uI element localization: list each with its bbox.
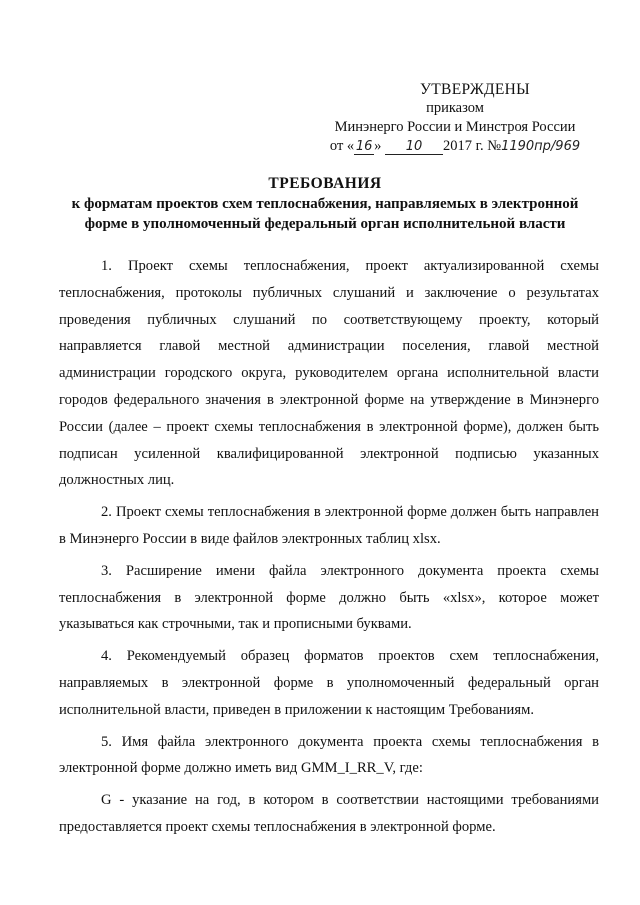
- paragraph-5: 5. Имя файла электронного документа проекта схемы теплоснабжения в электронной форме должно иметь вид GMM_I_RR_V, где:: [59, 733, 599, 777]
- document-body: [59, 253, 599, 846]
- heading-title: ТРЕБОВАНИЯ: [268, 175, 382, 192]
- approval-ministries: Минэнерго России и Минстроя России: [334, 119, 576, 135]
- paragraph-2: 2. Проект схемы теплоснабжения в электронной форме должен быть направлен в Минэнерго России в виде файлов электронных таблиц xlsx.: [59, 504, 599, 547]
- approval-stamp: [300, 80, 610, 156]
- date-year: 2017 г. №: [443, 138, 502, 154]
- date-close: »: [374, 138, 382, 154]
- paragraph-4: 4. Рекомендуемый образец форматов проектов схем теплоснабжения, направляемых в электронной форме в уполномоченный федеральный орган исполнительной власти, приведен в приложении к настоящим Требованиям.: [59, 648, 599, 718]
- heading-subtitle-line1: к форматам проектов схем теплоснабжения, направляемых в электронной: [71, 196, 579, 212]
- handwritten-day: 16: [355, 139, 373, 154]
- approval-date-line: [300, 137, 610, 156]
- date-prefix: от «: [329, 138, 355, 154]
- handwritten-order-number: 1190пр/969: [501, 139, 581, 154]
- handwritten-month: 10: [385, 139, 443, 155]
- paragraph-6: G - указание на год, в котором в соответствии настоящими требованиями предоставляется проект схемы теплоснабжения в электронной форме.: [59, 792, 599, 835]
- paragraph-1: 1. Проект схемы теплоснабжения, проект актуализированной схемы теплоснабжения, протоколы публичных слушаний и заключение о результатах проведения публичных слушаний по соответствующему проекту, который направляется главой местной администрации поселения, главой местной администрации городского округа, руководителем органа исполнительной власти городов федерального значения в электронной форме на утверждение в Минэнерго России (далее – проект схемы теплоснабжения в электронной форме), должен быть подписан усиленной квалифицированной электронной подписью указанных должностных лиц.: [59, 258, 599, 489]
- approval-title: УТВЕРЖДЕНЫ: [420, 81, 530, 98]
- paragraph-3: 3. Расширение имени файла электронного документа проекта схемы теплоснабжения в электронной форме должно быть «xlsx», которое может указываться как строчными, так и прописными буквами.: [59, 562, 599, 633]
- approval-order: приказом: [426, 100, 484, 116]
- document-heading: [55, 174, 595, 234]
- heading-subtitle-line2: форме в уполномоченный федеральный орган исполнительной власти: [84, 216, 566, 232]
